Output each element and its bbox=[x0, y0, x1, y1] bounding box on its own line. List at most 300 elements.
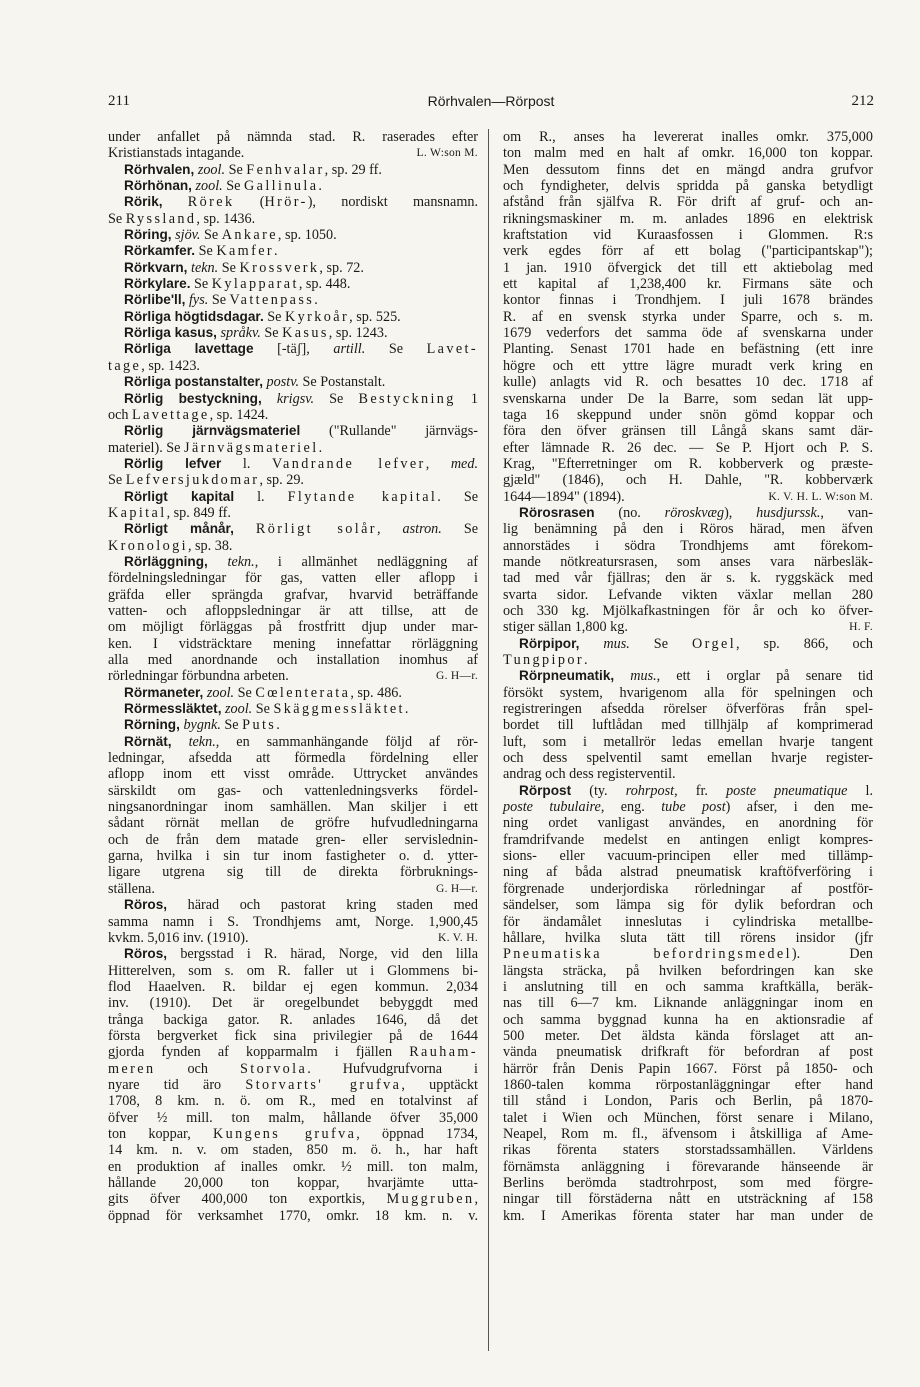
text-line bbox=[503, 178, 873, 194]
entry-headword: Rörligt månår, bbox=[124, 521, 234, 537]
column-divider bbox=[488, 129, 489, 1351]
text-run: ). Den bbox=[791, 946, 873, 963]
entry-headword: Rörpost bbox=[519, 782, 572, 798]
text-line bbox=[108, 227, 478, 243]
text-run: inv. (1910). Det är oregelbundet bebyggdt med bbox=[108, 995, 478, 1012]
entry-headword: Rörliga högtidsdagar. bbox=[124, 308, 264, 324]
text-run: till stånd i London, Paris och Berlin, på 1870- bbox=[503, 1093, 873, 1110]
text-run: högre och ett yttre lägre muradt verk kring en bbox=[503, 357, 873, 374]
text-line bbox=[108, 440, 478, 456]
text-run: 14 km. n. v. om staden, 850 m. ö. h., har haft bbox=[108, 1142, 478, 1159]
text-run: framdrifvande medelst en antingen enligt kompres- bbox=[503, 831, 873, 848]
text-line bbox=[108, 914, 478, 930]
author-signature: G. H—r. bbox=[435, 882, 478, 895]
text-line bbox=[503, 472, 873, 488]
text-run: aflopp inom ett visst område. Uttrycket användes bbox=[108, 766, 478, 783]
text-run: ), bbox=[724, 504, 757, 521]
cross-reference: Kyrkoår bbox=[285, 308, 350, 325]
author-signature: K. V. H. bbox=[438, 931, 478, 944]
text-run: ledningar, afsedda att förmedla fördelning eller bbox=[108, 750, 478, 767]
text-line bbox=[108, 946, 478, 962]
text-line bbox=[503, 1077, 873, 1093]
text-line bbox=[108, 276, 478, 292]
text-line bbox=[108, 145, 478, 161]
text-line bbox=[503, 995, 873, 1011]
text-run: Se bbox=[260, 325, 283, 342]
text-run: Se bbox=[629, 635, 692, 652]
text-line bbox=[503, 1093, 873, 1109]
text-line bbox=[108, 407, 478, 423]
text-line bbox=[108, 1191, 478, 1207]
cross-reference: Skäggmessläktet bbox=[273, 701, 405, 718]
text-line bbox=[108, 1110, 478, 1126]
text-run: , sp. 29. bbox=[259, 472, 304, 489]
cross-reference: Storvola bbox=[239, 1060, 308, 1077]
italic-abbreviation: husdjurssk. bbox=[756, 504, 821, 521]
text-run: och fyndigheter, delvis spridda på ganska betydligt bbox=[503, 178, 873, 195]
italic-abbreviation: artill. bbox=[333, 341, 366, 358]
text-run: gits öfver 400,000 ton exportkis, bbox=[108, 1191, 387, 1208]
page-header bbox=[108, 93, 874, 113]
text-run: första bergverket fick sina privilegier på de 1644 bbox=[108, 1027, 478, 1044]
text-run: . bbox=[318, 439, 323, 456]
text-run: , sp. 486. bbox=[350, 684, 402, 701]
text-run: gjorda fynden af kopparmalm i fjällen bbox=[108, 1044, 410, 1061]
text-line bbox=[503, 881, 873, 897]
text-run: Neapel, Rom m. fl., äfvensom i åtskilliga af Ame- bbox=[503, 1125, 873, 1142]
text-run bbox=[234, 521, 256, 537]
text-line bbox=[108, 570, 478, 586]
text-run bbox=[614, 668, 630, 684]
cross-reference: Tungpipor bbox=[503, 652, 584, 668]
text-line bbox=[108, 750, 478, 766]
text-line bbox=[503, 783, 873, 799]
text-run: kraftstation vid Kuraasfossen i Glommen. R:s bbox=[503, 227, 873, 244]
text-run: , i allmänhet nedläggning af bbox=[254, 553, 478, 570]
italic-abbreviation: tekn. bbox=[188, 733, 216, 750]
text-run bbox=[579, 636, 603, 652]
text-line bbox=[108, 881, 478, 897]
text-run: 1860-talen komma rörpostanläggningar efter hand bbox=[503, 1076, 873, 1093]
text-run: ning af båda alstrad pneumatisk kraftöfverföring i bbox=[503, 864, 873, 881]
entry-headword: Röros, bbox=[124, 897, 168, 913]
text-run: , sp. 38. bbox=[187, 537, 233, 554]
text-run: kontor finnas i Trondhjem. I juli 1678 brändes bbox=[503, 292, 873, 309]
text-run: kulle) anlagts vid R. och besattes 10 dec. 1718 af bbox=[503, 374, 873, 391]
text-run: ton koppar, bbox=[108, 1125, 213, 1142]
text-run: rikningsmaskiner m. m. anlades 1896 en elektrisk bbox=[503, 210, 873, 227]
text-line bbox=[503, 276, 873, 292]
author-signature: L. W:son M. bbox=[416, 147, 478, 160]
text-line bbox=[108, 391, 478, 407]
text-run: , sp. 448. bbox=[298, 276, 351, 293]
text-line bbox=[108, 472, 478, 488]
cross-reference: Orgel bbox=[691, 635, 737, 652]
text-run: och de från dem matade gren- eller servislednin- bbox=[108, 831, 478, 848]
text-run: hållare, hvilka sluta tätt till rörens insidor (jfr bbox=[503, 929, 873, 946]
text-run: Kristianstads intagande. bbox=[108, 145, 245, 162]
text-line bbox=[108, 619, 478, 635]
text-line bbox=[108, 309, 478, 325]
italic-abbreviation: krigsv. bbox=[276, 390, 315, 407]
text-run: , fr. bbox=[674, 782, 727, 799]
text-run: ning ordet vanligast användes, en anordning för bbox=[503, 815, 873, 832]
entry-headword: Rörliga lavettage bbox=[124, 341, 254, 357]
text-run: under anfallet på nämnda stad. R. raserades efter bbox=[108, 129, 478, 145]
text-run: , sp. 1424. bbox=[209, 406, 269, 423]
text-run: och bbox=[108, 406, 133, 423]
text-line bbox=[108, 636, 478, 652]
page-number-left: 211 bbox=[108, 93, 130, 109]
text-line bbox=[503, 946, 873, 962]
text-run bbox=[172, 734, 189, 750]
text-line bbox=[108, 162, 478, 178]
text-line bbox=[108, 129, 478, 145]
text-run: Se bbox=[220, 717, 243, 734]
text-run: om R., anses ha levererat inalles omkr. 375,000 bbox=[503, 129, 873, 145]
text-run: verk egdes förr af ett bolag ("participantskap"); bbox=[503, 243, 873, 260]
text-run: tad med vår fjällras; den är s. k. ryggskäck med bbox=[503, 570, 873, 587]
cross-reference: Ryssland bbox=[125, 210, 197, 227]
text-run: härrör från Denis Papin 1667. Först på 1850- och bbox=[503, 1060, 873, 1077]
cross-reference: Muggruben bbox=[386, 1191, 475, 1208]
text-run: , sp. 29 ff. bbox=[324, 161, 382, 178]
cross-reference: Kronologi bbox=[108, 537, 188, 554]
cross-reference: Hrör- bbox=[264, 194, 308, 211]
text-run: vatten- och afloppsledningar är att tillse, att de bbox=[108, 602, 478, 619]
text-run: Se bbox=[108, 472, 126, 489]
entry-headword: Rörkylare. bbox=[124, 276, 191, 292]
left-column bbox=[108, 129, 478, 1224]
text-run: afstånd från själfva R. För drift af gruf- och an- bbox=[503, 194, 873, 211]
italic-abbreviation: röroskvæg bbox=[664, 504, 725, 521]
cross-reference: Cœlenterata bbox=[255, 684, 351, 701]
entry-headword: Rörlig lefver bbox=[124, 455, 222, 471]
text-run: Berlins berömda stadtrohrpost, som med förgre- bbox=[503, 1175, 873, 1191]
text-run: gräfda eller sprängda grafvar, hvarvid beträffande bbox=[108, 586, 478, 603]
text-run: ken. I vidsträcktare mening innefattar rörläggning bbox=[108, 635, 478, 652]
cross-reference: Kylapparat bbox=[211, 276, 299, 293]
entry-headword: Rörläggning, bbox=[124, 553, 208, 569]
text-line bbox=[503, 243, 873, 259]
text-line bbox=[503, 423, 873, 439]
italic-abbreviation: tube post bbox=[661, 799, 726, 816]
text-run: sådant rörnät mellan de gröfre hufvudledningarna bbox=[108, 815, 478, 832]
text-run: , ett i orglar på senare tid bbox=[656, 668, 874, 685]
text-run: 1679 vederfors det samma öde af svenskarna under bbox=[503, 325, 873, 342]
text-line bbox=[108, 717, 478, 733]
text-line bbox=[108, 587, 478, 603]
cross-reference: Ankare bbox=[221, 227, 278, 244]
text-run: l. bbox=[847, 782, 874, 799]
text-run: . Hufvudgrufvorna i bbox=[307, 1060, 478, 1077]
text-line bbox=[503, 211, 873, 227]
text-line bbox=[108, 897, 478, 913]
text-line bbox=[108, 1012, 478, 1028]
text-run: Se bbox=[263, 308, 286, 325]
text-run: . bbox=[404, 701, 409, 718]
text-run: Se bbox=[365, 341, 427, 358]
text-line bbox=[503, 1208, 873, 1224]
entry-headword: Rörliga kasus, bbox=[124, 325, 217, 341]
entry-headword: Rörik, bbox=[124, 194, 163, 210]
cross-reference: Storvarts' grufva bbox=[245, 1076, 402, 1093]
text-line bbox=[108, 341, 478, 357]
text-line bbox=[503, 930, 873, 946]
text-line bbox=[503, 734, 873, 750]
cross-reference: Puts bbox=[242, 717, 277, 734]
text-run: , sp. 866, och bbox=[736, 635, 873, 652]
text-line bbox=[503, 1159, 873, 1175]
text-run: öfver ½ mill. ton malm, hållande öfver 35,000 bbox=[108, 1109, 478, 1126]
entry-headword: Rörkamfer. bbox=[124, 243, 196, 259]
text-line bbox=[108, 668, 478, 684]
cross-reference: Pneumatiska befordringsmedel bbox=[503, 946, 792, 963]
text-line bbox=[503, 685, 873, 701]
text-line bbox=[108, 815, 478, 831]
text-run: svenskarna under De la Barre, som sedan lät upp- bbox=[503, 390, 873, 407]
text-run bbox=[208, 554, 228, 570]
text-line bbox=[503, 1191, 873, 1207]
text-line bbox=[503, 325, 873, 341]
text-run: en produktion af inalles omkr. ½ mill. ton malm, bbox=[108, 1158, 478, 1175]
text-run: och samma byggnad kunna ha en aktionsradie af bbox=[503, 1011, 873, 1028]
text-run: i anslutning till en och samma kraftkälla, beräk- bbox=[503, 978, 873, 995]
text-line bbox=[503, 815, 873, 831]
text-line bbox=[108, 456, 478, 472]
text-line bbox=[108, 995, 478, 1011]
text-run: ställena. bbox=[108, 880, 155, 897]
text-line bbox=[108, 1093, 478, 1109]
text-run: [-täʃ], bbox=[253, 341, 334, 358]
italic-abbreviation: astron. bbox=[402, 521, 442, 538]
italic-abbreviation: sjöv. bbox=[175, 227, 201, 244]
text-line bbox=[503, 570, 873, 586]
text-line bbox=[503, 194, 873, 210]
text-run: fördelningsledningar för gas, vatten eller aflopp i bbox=[108, 570, 478, 587]
running-title: Rörhvalen—Rörpost bbox=[427, 93, 555, 109]
entry-headword: Rörligt kapital bbox=[124, 488, 235, 504]
text-run: Krag, "Efterretninger om R. kobberverk og præste- bbox=[503, 455, 873, 472]
text-run: samma namn i S. Trondhjems amt, Norge. 1,900,45 bbox=[108, 913, 478, 930]
entry-headword: Rörpneumatik, bbox=[519, 668, 615, 684]
cross-reference: Kungens grufva bbox=[212, 1125, 357, 1142]
text-line bbox=[503, 619, 873, 635]
italic-abbreviation: rohrpost bbox=[625, 782, 675, 799]
text-line bbox=[108, 963, 478, 979]
entry-headword: Rörlig järnvägsmateriel bbox=[124, 423, 301, 439]
text-run: Men dessutom finns det en mängd andra grufvor bbox=[503, 161, 873, 178]
text-run: Se bbox=[234, 684, 256, 701]
text-line bbox=[108, 783, 478, 799]
cross-reference: meren bbox=[108, 1060, 156, 1077]
text-run: härad och pastorat kring staden med bbox=[167, 897, 478, 914]
text-run: ningar till förstäderna nått en utsträckning af 158 bbox=[503, 1191, 873, 1208]
text-line bbox=[108, 652, 478, 668]
text-run: förgrenade underjordiska rörledningar af postför- bbox=[503, 880, 873, 897]
text-run: förnämsta anläggning i förevarande hänseende är bbox=[503, 1158, 873, 1175]
text-run: gjæld" (1846), och H. Dahle, "R. kobberværk bbox=[503, 472, 873, 489]
text-run: ett kapital af 1,238,400 kr. Firmans säte och bbox=[503, 276, 873, 293]
text-line bbox=[108, 1028, 478, 1044]
text-run: föra den öfver gränsen till Långå skans samt där- bbox=[503, 423, 873, 440]
text-line bbox=[503, 260, 873, 276]
text-run: rörledningar förbundna arbeten. bbox=[108, 668, 289, 685]
cross-reference: Vattenpass bbox=[229, 292, 315, 309]
text-run: . bbox=[318, 178, 322, 195]
text-line bbox=[503, 1061, 873, 1077]
text-line bbox=[503, 652, 873, 668]
cross-reference: Kasus bbox=[282, 325, 329, 342]
entry-headword: Rörhvalen, bbox=[124, 161, 195, 177]
italic-abbreviation: tekn. bbox=[227, 553, 255, 570]
text-line bbox=[503, 1012, 873, 1028]
text-line bbox=[503, 766, 873, 782]
text-line bbox=[503, 636, 873, 652]
text-run bbox=[163, 194, 188, 210]
text-run: (no. bbox=[594, 504, 665, 521]
author-signature: K. V. H. L. W:son M. bbox=[768, 490, 873, 503]
cross-reference: Lavettage bbox=[132, 406, 210, 423]
entry-headword: Rörmaneter, bbox=[124, 684, 204, 700]
text-line bbox=[108, 603, 478, 619]
text-run: , sp. 849 ff. bbox=[166, 504, 231, 521]
italic-abbreviation: zool. bbox=[206, 684, 235, 701]
text-line bbox=[108, 799, 478, 815]
cross-reference: Rörek bbox=[187, 194, 235, 211]
text-run: Se bbox=[218, 259, 240, 276]
entry-headword: Rörpipor, bbox=[519, 635, 580, 651]
right-column bbox=[503, 129, 873, 1224]
entry-headword: Röring, bbox=[124, 227, 172, 243]
text-line bbox=[108, 260, 478, 276]
text-line bbox=[108, 1175, 478, 1191]
cross-reference: Krossverk bbox=[239, 259, 320, 276]
text-line bbox=[503, 309, 873, 325]
entry-headword: Rörosrasen bbox=[519, 504, 595, 520]
text-line bbox=[503, 227, 873, 243]
italic-abbreviation: postv. bbox=[266, 374, 299, 391]
text-run: l. bbox=[221, 455, 272, 472]
text-line bbox=[108, 1061, 478, 1077]
text-line bbox=[108, 505, 478, 521]
text-run: , upptäckt bbox=[401, 1076, 478, 1093]
text-run: försökt system, hvarigenom alla för spelningen och bbox=[503, 684, 873, 701]
text-run: , eng. bbox=[600, 799, 662, 816]
text-run: andrag och dess registerventil. bbox=[503, 766, 676, 783]
text-run: Hitterelven, som s. om R. faller ut i Glommens bi- bbox=[108, 962, 478, 979]
text-line bbox=[503, 832, 873, 848]
text-run: kvkm. 5,016 inv. (1910). bbox=[108, 929, 249, 946]
text-run: ) afser, i den me- bbox=[725, 799, 873, 816]
text-line bbox=[503, 848, 873, 864]
text-line bbox=[503, 1126, 873, 1142]
text-run: efter lämnade R. 26 dec. — Se P. Hjort och P. S. bbox=[503, 439, 873, 456]
text-line bbox=[108, 848, 478, 864]
text-run: sions- eller vacuum-principen eller med tillämp- bbox=[503, 848, 873, 865]
text-run bbox=[262, 391, 277, 407]
entry-headword: Röros, bbox=[124, 946, 168, 962]
text-line bbox=[503, 145, 873, 161]
text-run: och dess spelventil samt emellan hvarje register- bbox=[503, 750, 873, 767]
text-line bbox=[503, 587, 873, 603]
text-run: Se bbox=[222, 178, 244, 195]
text-line bbox=[503, 701, 873, 717]
text-line bbox=[503, 979, 873, 995]
text-line bbox=[108, 489, 478, 505]
text-line bbox=[503, 1142, 873, 1158]
text-line bbox=[503, 440, 873, 456]
cross-reference: Järnvägsmateriel bbox=[184, 439, 319, 456]
text-run: Se bbox=[252, 701, 274, 718]
text-line bbox=[503, 505, 873, 521]
cross-reference: Vandrande lefver bbox=[271, 455, 426, 472]
text-line bbox=[108, 979, 478, 995]
text-run: Se Postanstalt. bbox=[299, 374, 386, 391]
page-number-right: 212 bbox=[851, 93, 874, 109]
text-line bbox=[108, 211, 478, 227]
text-run: registreringen afsedda rörelser öfverföras från spel- bbox=[503, 701, 873, 718]
cross-reference: Rauham- bbox=[409, 1044, 478, 1061]
text-line bbox=[503, 554, 873, 570]
text-run: Se bbox=[195, 243, 217, 260]
text-run: l. bbox=[234, 488, 288, 505]
text-line bbox=[503, 1044, 873, 1060]
text-run: Planting. Senast 1701 hade en befästning (ett inre bbox=[503, 341, 873, 358]
text-run: ligare utgrena sig till de direkta förbruknings- bbox=[108, 864, 478, 881]
text-run: Se bbox=[190, 276, 212, 293]
text-line bbox=[503, 668, 873, 684]
text-line bbox=[108, 1077, 478, 1093]
text-run: , sp. 1243. bbox=[328, 325, 388, 342]
text-run: luft, som i metallrör ledas emellan hvarje tangent bbox=[503, 733, 873, 750]
text-line bbox=[503, 717, 873, 733]
text-run: lig benämning på den i Röros härad, men äfven bbox=[503, 521, 873, 538]
text-run: sändelser, som lämpa sig för dylik befordran och bbox=[503, 897, 873, 914]
text-run: särskildt om gas- och vattenledningsverks fördel- bbox=[108, 782, 478, 799]
text-line bbox=[108, 423, 478, 439]
italic-abbreviation: bygnk. bbox=[183, 717, 221, 734]
text-line bbox=[108, 864, 478, 880]
text-line bbox=[503, 1028, 873, 1044]
cross-reference: Rörligt solår bbox=[255, 521, 377, 538]
italic-abbreviation: med. bbox=[450, 455, 478, 472]
cross-reference: Lefversjukdomar bbox=[125, 472, 260, 489]
text-run: R. af en svensk styrka under Sparre, och s. m. bbox=[503, 308, 873, 325]
text-line bbox=[503, 358, 873, 374]
text-run: nas till 6—7 km. Liknande anläggningar inom en bbox=[503, 995, 873, 1012]
entry-headword: Rörhönan, bbox=[124, 178, 192, 194]
text-run: och bbox=[155, 1060, 240, 1077]
text-line bbox=[503, 521, 873, 537]
text-run: talet i Wien och München, först senare i Milano, bbox=[503, 1109, 873, 1126]
text-run: , sp. 1423. bbox=[141, 357, 200, 374]
text-line bbox=[108, 832, 478, 848]
text-run: 1 bbox=[455, 390, 479, 407]
text-run: , en sammanhängande följd af rör- bbox=[215, 733, 478, 750]
text-run: annorstädes i södra Trondhjems amt förekom- bbox=[503, 537, 873, 554]
italic-abbreviation: mus. bbox=[603, 635, 630, 652]
text-run: och 330 kg. Mjölkafkastningen för år och ko öfver- bbox=[503, 602, 873, 619]
text-line bbox=[503, 407, 873, 423]
entry-headword: Rörmessläktet, bbox=[124, 701, 222, 717]
text-run: ("Rullande" järnvägs- bbox=[300, 423, 478, 440]
text-line bbox=[108, 685, 478, 701]
author-signature: G. H—r. bbox=[435, 670, 478, 683]
text-run: alla med anordnande och installation inomhus af bbox=[108, 652, 478, 668]
text-run: . bbox=[274, 243, 278, 260]
author-signature: H. F. bbox=[849, 621, 873, 634]
